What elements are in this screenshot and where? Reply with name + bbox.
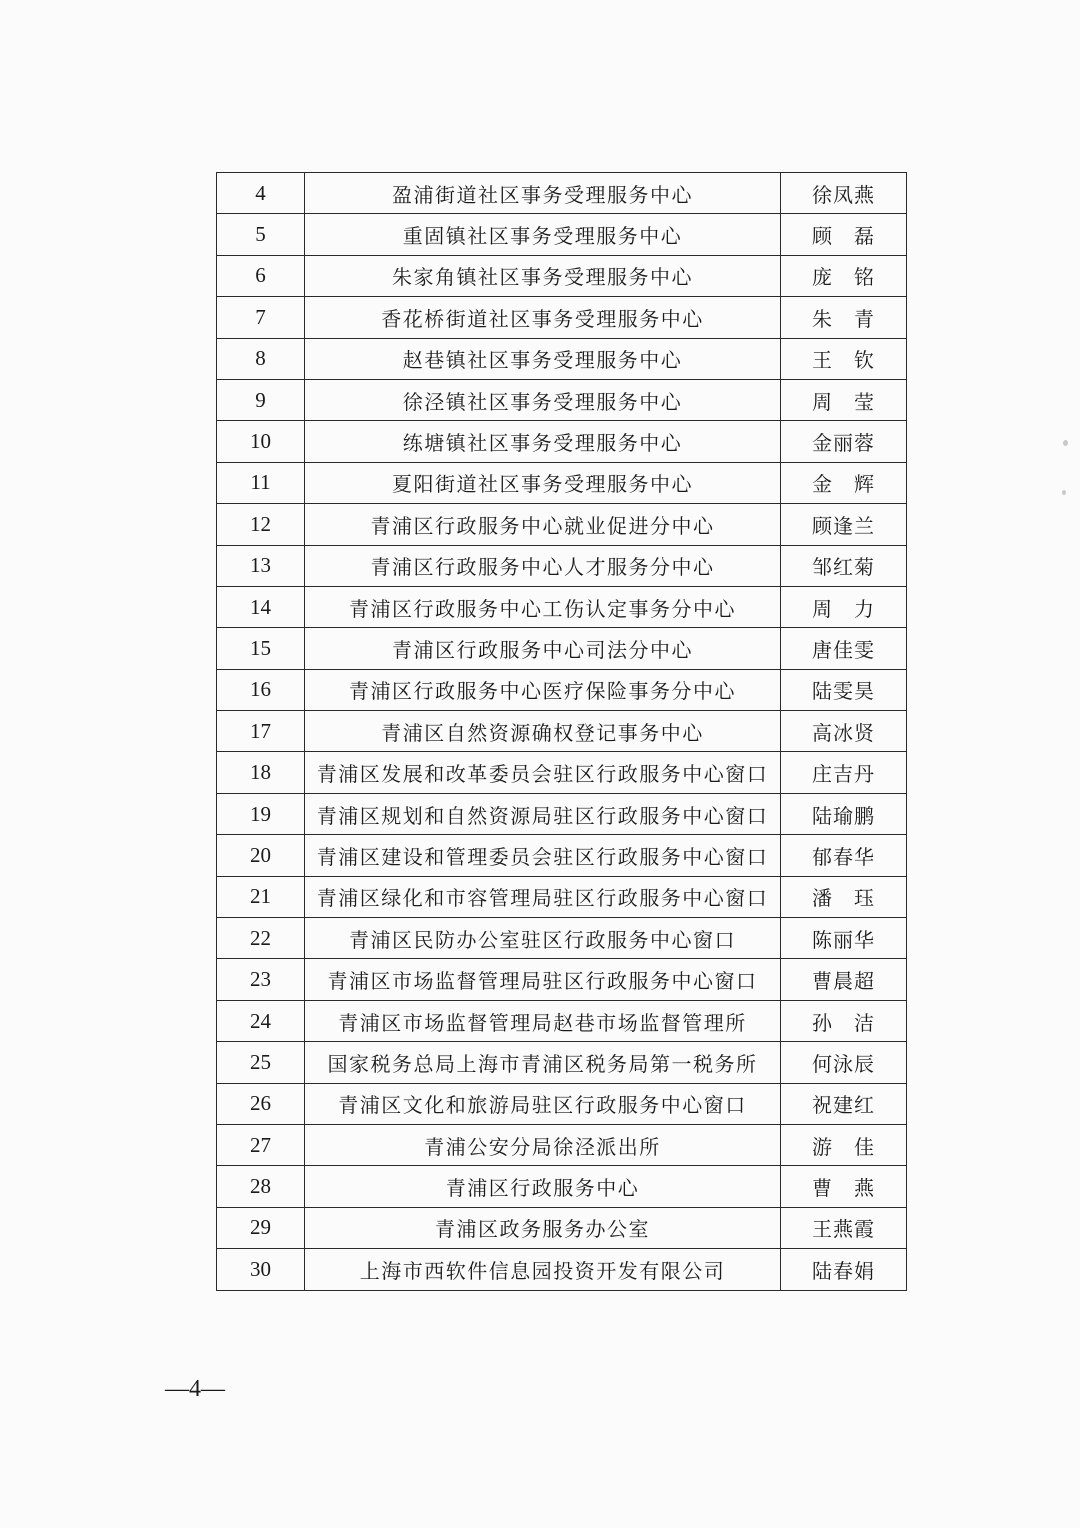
unit-name: 青浦区行政服务中心工伤认定事务分中心 — [305, 586, 781, 627]
row-number: 24 — [217, 1000, 305, 1041]
table-row — [217, 379, 907, 420]
row-number: 22 — [217, 918, 305, 959]
table-row — [217, 338, 907, 379]
unit-name: 青浦区文化和旅游局驻区行政服务中心窗口 — [305, 1083, 781, 1124]
person-name: 郁春华 — [781, 835, 907, 876]
unit-name: 青浦区市场监督管理局赵巷市场监督管理所 — [305, 1000, 781, 1041]
row-number: 21 — [217, 876, 305, 917]
table-row — [217, 876, 907, 917]
person-name: 唐佳雯 — [781, 628, 907, 669]
person-name: 曹晨超 — [781, 959, 907, 1000]
person-name: 顾 磊 — [781, 214, 907, 255]
unit-name: 朱家角镇社区事务受理服务中心 — [305, 255, 781, 296]
table-row — [217, 1042, 907, 1083]
unit-name: 练塘镇社区事务受理服务中心 — [305, 421, 781, 462]
row-number: 10 — [217, 421, 305, 462]
table-row — [217, 545, 907, 586]
person-name: 潘 珏 — [781, 876, 907, 917]
person-name: 陈丽华 — [781, 918, 907, 959]
unit-name: 国家税务总局上海市青浦区税务局第一税务所 — [305, 1042, 781, 1083]
person-name: 曹 燕 — [781, 1166, 907, 1207]
unit-name: 青浦区行政服务中心司法分中心 — [305, 628, 781, 669]
person-name: 何泳辰 — [781, 1042, 907, 1083]
unit-name: 重固镇社区事务受理服务中心 — [305, 214, 781, 255]
unit-name: 青浦区建设和管理委员会驻区行政服务中心窗口 — [305, 835, 781, 876]
row-number: 14 — [217, 586, 305, 627]
row-number: 17 — [217, 711, 305, 752]
table-row — [217, 752, 907, 793]
table-row — [217, 793, 907, 834]
unit-name: 青浦区行政服务中心就业促进分中心 — [305, 504, 781, 545]
unit-name: 青浦区行政服务中心 — [305, 1166, 781, 1207]
row-number: 19 — [217, 793, 305, 834]
table-row — [217, 711, 907, 752]
unit-name: 青浦区规划和自然资源局驻区行政服务中心窗口 — [305, 793, 781, 834]
person-name: 陆瑜鹏 — [781, 793, 907, 834]
row-number: 6 — [217, 255, 305, 296]
page-number: —4— — [165, 1376, 225, 1402]
row-number: 18 — [217, 752, 305, 793]
table-row — [217, 297, 907, 338]
row-number: 5 — [217, 214, 305, 255]
person-name: 王燕霞 — [781, 1207, 907, 1248]
unit-name: 香花桥街道社区事务受理服务中心 — [305, 297, 781, 338]
table-row — [217, 504, 907, 545]
person-name: 陆春娟 — [781, 1249, 907, 1290]
personnel-table — [216, 172, 907, 1291]
row-number: 29 — [217, 1207, 305, 1248]
table-row — [217, 255, 907, 296]
table-row — [217, 628, 907, 669]
person-name: 周 力 — [781, 586, 907, 627]
person-name: 庄吉丹 — [781, 752, 907, 793]
row-number: 26 — [217, 1083, 305, 1124]
row-number: 8 — [217, 338, 305, 379]
table-row — [217, 1166, 907, 1207]
row-number: 28 — [217, 1166, 305, 1207]
row-number: 27 — [217, 1124, 305, 1165]
table-row — [217, 1249, 907, 1290]
unit-name: 青浦区政务服务办公室 — [305, 1207, 781, 1248]
personnel-table-body — [217, 173, 907, 1291]
scan-speck — [1063, 440, 1068, 446]
scan-speck — [1062, 490, 1066, 495]
table-row — [217, 1000, 907, 1041]
row-number: 25 — [217, 1042, 305, 1083]
person-name: 高冰贤 — [781, 711, 907, 752]
unit-name: 青浦区民防办公室驻区行政服务中心窗口 — [305, 918, 781, 959]
row-number: 7 — [217, 297, 305, 338]
table-row — [217, 586, 907, 627]
row-number: 23 — [217, 959, 305, 1000]
row-number: 9 — [217, 379, 305, 420]
table-row — [217, 462, 907, 503]
table-row — [217, 173, 907, 214]
person-name: 顾逢兰 — [781, 504, 907, 545]
unit-name: 青浦区自然资源确权登记事务中心 — [305, 711, 781, 752]
row-number: 4 — [217, 173, 305, 214]
unit-name: 青浦区市场监督管理局驻区行政服务中心窗口 — [305, 959, 781, 1000]
table-row — [217, 421, 907, 462]
row-number: 15 — [217, 628, 305, 669]
table-row — [217, 1207, 907, 1248]
person-name: 邹红菊 — [781, 545, 907, 586]
table-row — [217, 1083, 907, 1124]
unit-name: 盈浦街道社区事务受理服务中心 — [305, 173, 781, 214]
row-number: 11 — [217, 462, 305, 503]
unit-name: 青浦区发展和改革委员会驻区行政服务中心窗口 — [305, 752, 781, 793]
person-name: 朱 青 — [781, 297, 907, 338]
person-name: 陆雯昊 — [781, 669, 907, 710]
row-number: 30 — [217, 1249, 305, 1290]
row-number: 16 — [217, 669, 305, 710]
row-number: 13 — [217, 545, 305, 586]
unit-name: 夏阳街道社区事务受理服务中心 — [305, 462, 781, 503]
row-number: 12 — [217, 504, 305, 545]
person-name: 王 钦 — [781, 338, 907, 379]
person-name: 祝建红 — [781, 1083, 907, 1124]
unit-name: 徐泾镇社区事务受理服务中心 — [305, 379, 781, 420]
person-name: 庞 铭 — [781, 255, 907, 296]
person-name: 金丽蓉 — [781, 421, 907, 462]
unit-name: 上海市西软件信息园投资开发有限公司 — [305, 1249, 781, 1290]
table-row — [217, 918, 907, 959]
table-row — [217, 669, 907, 710]
table-row — [217, 1124, 907, 1165]
person-name: 游 佳 — [781, 1124, 907, 1165]
person-name: 金 辉 — [781, 462, 907, 503]
person-name: 孙 洁 — [781, 1000, 907, 1041]
unit-name: 青浦区行政服务中心医疗保险事务分中心 — [305, 669, 781, 710]
table-row — [217, 835, 907, 876]
unit-name: 青浦区行政服务中心人才服务分中心 — [305, 545, 781, 586]
unit-name: 青浦区绿化和市容管理局驻区行政服务中心窗口 — [305, 876, 781, 917]
unit-name: 赵巷镇社区事务受理服务中心 — [305, 338, 781, 379]
table-row — [217, 959, 907, 1000]
table-row — [217, 214, 907, 255]
row-number: 20 — [217, 835, 305, 876]
person-name: 徐凤燕 — [781, 173, 907, 214]
person-name: 周 莹 — [781, 379, 907, 420]
unit-name: 青浦公安分局徐泾派出所 — [305, 1124, 781, 1165]
